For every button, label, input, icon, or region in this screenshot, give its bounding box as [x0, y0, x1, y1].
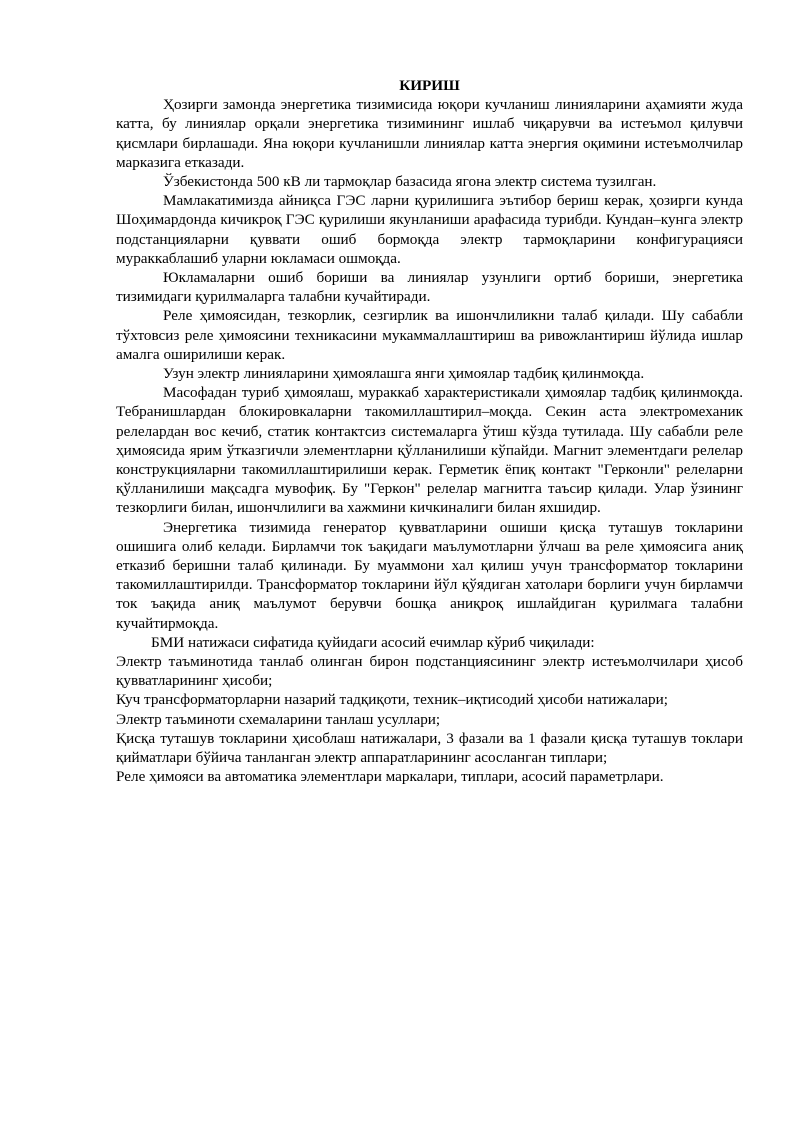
paragraph-4: Юкламаларни ошиб бориши ва линиялар узунлиги ортиб бориши, энергетика тизимидаги қурилмаларга талабни кучайтиради. — [116, 269, 743, 306]
summary-item: Куч трансформаторларни назарий тадқиқоти, техник–иқтисодий ҳисоби натижалари; — [116, 691, 668, 709]
summary-item: Электр таъминотида танлаб олинган бирон подстанциясининг электр истеъмолчилари ҳисоб қувватларининг ҳисоби; — [116, 653, 743, 690]
paragraph-5: Реле ҳимоясидан, тезкорлик, сезгирлик ва ишончлиликни талаб қилади. Шу сабабли тўхтовсиз реле ҳимоясини техникасини мукаммаллаштириш ва ривожлантириш йўлида ишлар амалга оширилиши керак. — [116, 307, 743, 363]
summary-intro: БМИ натижаси сифатида қуйидаги асосий ечимлар кўриб чиқилади: — [151, 633, 595, 651]
document-page — [116, 76, 743, 787]
paragraph-3: Мамлакатимизда айниқса ГЭС ларни қурилишига эътибор бериш керак, ҳозирги кунда Шоҳимардонда кичикроқ ГЭС қурилиши якунланиши арафасида турибди. Кундан–кунга электр подстанцияларни қуввати ошиб бормоқда электр тармоқларини конфигурацияси мураккаблашиб уларни юкламаси ошмоқда. — [116, 192, 743, 267]
paragraph-1: Ҳозирги замонда энергетика тизимисида юқори кучланиш линияларини аҳамияти жуда катта, бу линиялар орқали энергетика тизимининг ишлаб чиқарувчи ва истеъмол қилувчи қисмлари бирлашади. Яна юқори кучланишли линиялар катта энергия оқимини истеъмолчилар марказига етказади. — [116, 96, 743, 171]
document-title: КИРИШ — [399, 77, 460, 94]
summary-item: Қисқа туташув токларини ҳисоблаш натижалари, 3 фазали ва 1 фазали қисқа туташув токлари қийматлари бўйича танланган электр аппаратларининг асосланган типлари; — [116, 729, 743, 767]
paragraph-8: Энергетика тизимида генератор қувватларини ошиши қисқа туташув токларини ошишига олиб келади. Бирламчи ток ъақидаги маълумотларни ўлчаш ва реле ҳимоясига аниқ етказиб беришни талаб қилинади. Бу муаммони хал қилиш учун трансформатор токларини такомиллаштирилди. Трансформатор токларини йўл қўядиган хатолари борлиги учун бирламчи ток ъақида аниқ маълумот берувчи бошқа аниқроқ ишлайдиган қурилмага талабни кучайтирмоқда. — [116, 518, 743, 632]
paragraph-6: Узун электр линияларини ҳимоялашга янги ҳимоялар тадбиқ қилинмоқда. — [163, 365, 645, 383]
paragraph-7: Масофадан туриб ҳимоялаш, мураккаб характеристикали ҳимоялар тадбиқ қилинмоқда. Тебранишлардан блокировкаларни такомиллаштирил–моқда. Секин аста электромеханик релелардан вос кечиб, статик контактсиз системаларга ўтиш кўзда тутилада. Шу сабабли реле ҳимоясида ярим ўтказгичли элементларни қўлланилиши кўпайди. Магнит элементдаги релелар конструкцияларни такомиллаштирилиши керак. Герметик ёпиқ контакт "Герконли" релеларни қўлланилиши мақсадга мувофиқ. Бу "Геркон" релелар магнитга таъсир қилади. Улар ўзининг тезкорлиги билан, ишончлилиги ва хажмини кичкиналиги билан яхшидир. — [116, 384, 743, 517]
summary-item: Реле ҳимояси ва автоматика элементлари маркалари, типлари, асосий параметрлари. — [116, 768, 664, 786]
paragraph-2: Ўзбекистонда 500 кВ ли тармоқлар базасида ягона электр система тузилган. — [163, 173, 657, 190]
summary-item: Электр таъминоти схемаларини танлаш усуллари; — [116, 710, 441, 728]
